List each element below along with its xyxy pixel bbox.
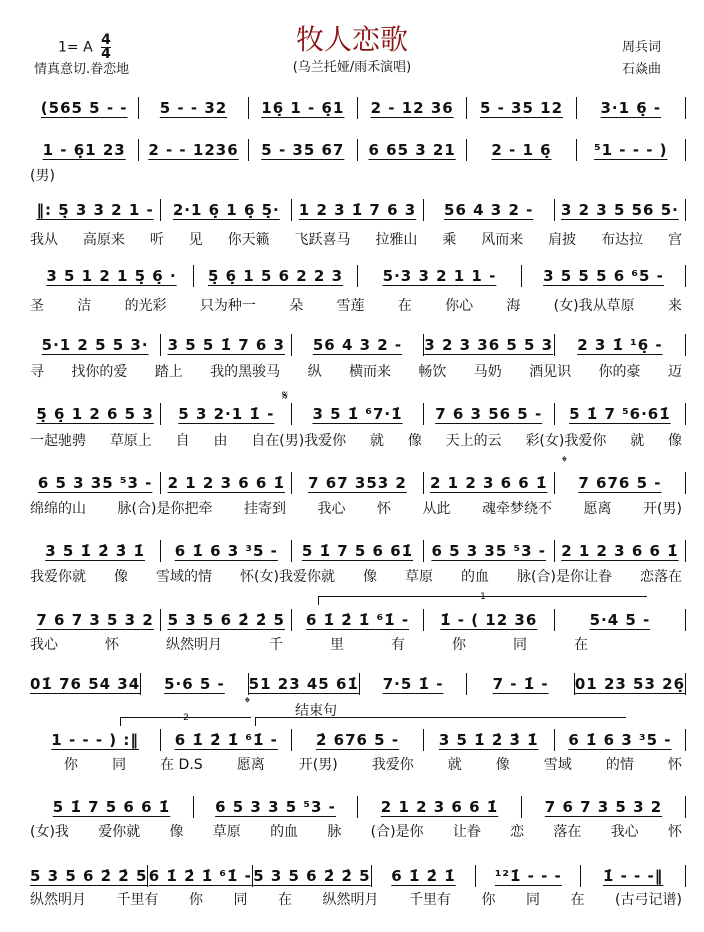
bar-line [685,472,686,494]
bar-line [685,403,686,425]
lyric: 肩披 [548,232,577,248]
lyric: 怀 [105,637,119,653]
measure: 2 1 2 3 6 6 1̇ [167,474,285,492]
lyric: 你的豪 [598,364,641,380]
lyric: 我的黑骏马 [210,364,281,380]
lyric: 草原 [405,569,434,585]
lyric: 愿离 [583,501,612,517]
notation-row [30,199,686,221]
lyric: 草原 [212,824,241,840]
measure: 3 5 1̇ 2̇ 3̇ 1̇ [438,731,539,749]
measure: 56 4 3 2 - [444,201,534,219]
measure: 1̇ - ( 12 36 [440,611,538,629]
bar-line [685,334,686,356]
measure: 7 67 353 2 [308,474,407,492]
lyrics-row [30,229,682,249]
lyric: 海 [506,298,521,314]
measure: 5 1̇ 7 5 6 61̇ [301,542,414,560]
key-signature [58,34,111,61]
lyric: 你心 [445,298,474,314]
measure: 3 5 1 2 1 5̣ 6̣ · [46,267,177,285]
lyrics-row [30,821,682,841]
lyric: 怀 [667,757,682,773]
lyric: 在 [397,298,412,314]
bar-line [685,865,686,887]
lyric: 爱你就 [98,824,141,840]
measure: 6 5 3 35 ⁵3 - [431,542,546,560]
lyric: 纵然明月 [322,892,379,908]
lyric: 找你的爱 [71,364,128,380]
lyric: 绵绵的山 [30,501,86,517]
lyric: 听 [149,232,164,248]
measure: 5 3 5 6 2̇ 2̇ 5 [167,611,285,629]
measure: 5 3 5 6 2̇ 2̇ 5 [30,867,148,885]
bar-line [685,729,686,751]
measure: 6 5 3 35 ⁵3 - [37,474,153,492]
lyric: 我爱你 [371,757,414,773]
ending-label: 结束句 [295,703,337,719]
volta-1-label: 1 [480,592,486,602]
lyric: 恋 [510,824,525,840]
lyric: 怀 [667,824,682,840]
measure: 2·1 6̣ 1 6̣ 5̣· [172,201,280,219]
measure: 6 1̇ 2̇ 1̇ ⁶1̇ - [148,867,252,885]
measure: 51 23 45 61̇ [248,675,359,693]
lyrics-row [30,295,682,315]
lyric: 酒见识 [529,364,572,380]
lyric: 愿离 [236,757,265,773]
measure: 1 - - - ) :‖ [51,731,139,749]
measure: 1 2 3 1̇ 7 6 3 [298,201,417,219]
measure: 3 2 3 36 5 5 3 [424,336,554,354]
notation-row [30,97,686,119]
lyric: 你 [452,637,466,653]
lyric: 的血 [461,569,490,585]
bar-line [685,199,686,221]
lyric: 风而来 [481,232,524,248]
measure: 3·1 6̣ - [600,99,662,117]
lyric: (女)我从草原 [553,298,635,314]
measure: 5 - - 32 [159,99,228,117]
measure: 6 1̇ 2̇ 1̇ ⁶1̇ - [174,731,278,749]
lyric: 像 [495,757,510,773]
lyrics-row [30,430,682,450]
measure: 6 1̇ 6 3 ³5 - [174,542,278,560]
lyric: 在 [574,637,588,653]
time-bottom: 4 [101,46,111,62]
lyric: 就 [630,433,645,449]
lyric: 你 [189,892,203,908]
bar-line [685,673,686,695]
performers: (乌兰托娅/雨禾演唱) [292,60,412,75]
lyric: 自 [175,433,190,449]
measure: 2 1 2 3 6 6 1̇ [430,474,548,492]
lyric: 纵 [307,364,322,380]
lyric: 恋落在 [640,569,682,585]
measure: (565 5 - - [40,99,128,117]
lyric: 像 [668,433,682,449]
notation-row [30,139,686,161]
lyric: 像 [363,569,377,585]
measure: 6 1̇ 6 3 ³5 - [568,731,672,749]
measure: 5·6 5 - [164,675,225,693]
lyric: 高原来 [82,232,125,248]
bar-line [685,609,686,631]
measure: 3 5 5 5 6 ⁶5 - [543,267,664,285]
measure: 3 5 1̇ ⁶7·1̇ [312,405,403,423]
lyric: 怀(女)我爱你就 [240,569,335,585]
lyric: (合)是你 [370,824,424,840]
lyric: 就 [370,433,384,449]
lyric: 你天籁 [227,232,270,248]
lyric: 在 [570,892,585,908]
lyric: 天上的云 [445,433,502,449]
lyric: 怀 [377,501,391,517]
lyric: 朵 [289,298,304,314]
lyric: 踏上 [154,364,183,380]
lyric: 在 [278,892,292,908]
lyric: 一起驰骋 [30,433,86,449]
lyric: 落在 [553,824,582,840]
coda-mark-2: 𝄌 [245,695,250,711]
expression-mark: 情真意切.眷恋地 [34,62,130,77]
notation-row [30,796,686,818]
measure: 01̇ 76 54 34 [30,675,141,693]
measure: 7 6 3 56 5 - [435,405,543,423]
volta-1 [318,592,647,605]
measure: 01 23 53 26̣ [574,675,686,693]
measure: 3 5 5 1̇ 7 6 3 [167,336,285,354]
lyric: 彩(女)我爱你 [525,433,607,449]
measure: 3 2 3 5 56 5· [560,201,679,219]
measure: 5 1̇ 7 5 6 6 1̇ [52,798,171,816]
lyric: 脉(合)是你把牵 [117,501,213,517]
lyric: (古弓记谱) [615,892,682,908]
lyric: 像 [169,824,184,840]
lyric: 像 [114,569,129,585]
notation-row [30,265,686,287]
lyric: 自在(男)我爱你 [251,433,347,449]
time-top: 4 [101,32,111,48]
measure: ¹²1̇ - - - [494,867,562,885]
lyric: 寻 [30,364,44,380]
coda-mark: 𝄌 [562,454,567,470]
lyric: 布达拉 [601,232,644,248]
lyric: 同 [526,892,540,908]
lyrics-row [30,566,682,586]
measure: 5 1̇ 7 ⁵6·61̇ [569,405,671,423]
bar-line [685,139,686,161]
composer: 石焱曲 [622,62,662,77]
lyric: 见 [188,232,203,248]
lyric: 同 [513,637,527,653]
measure: 6 1̇ 2̇ 1̇ [391,867,456,885]
notation-row [30,403,686,425]
lyrics-row [30,889,682,909]
measure: 2 - - 1236 [148,141,239,159]
measure: 2 1 2 3 6 6 1̇ [380,798,499,816]
measure: 5·4 5 - [589,611,651,629]
notation-row [30,609,686,631]
lyric: 千 [269,637,283,653]
lyric: 我心 [610,824,639,840]
lyric: 千里有 [409,892,451,908]
measure: 7 6 7 3 5 3 2 [544,798,663,816]
measure: 2 3 1̇ ¹6̣ - [577,336,663,354]
measure: 5 3 2·1 1̇ - [178,405,275,423]
bar-line [685,540,686,562]
lyric: 拉雅山 [375,232,418,248]
lyric: 畅饮 [418,364,447,380]
lyric: 的情 [605,757,634,773]
lyric: 只为种一 [199,298,256,314]
measure: 16̣ 1 - 6̣1 [261,99,345,117]
measure: 5·1 2 5 5 3· [41,336,149,354]
lyric: 同 [233,892,248,908]
lyric: 纵然明月 [166,637,222,653]
lyric: 纵然明月 [30,892,86,908]
lyric: 洁 [77,298,92,314]
notation-row [30,472,686,494]
lyric: 马奶 [473,364,502,380]
lyric: 就 [447,757,462,773]
lyricist: 周兵词 [622,40,662,55]
lyric: 从此 [422,501,451,517]
lyric: 开(男) [298,757,338,773]
measure: 6 1̇ 2̇ 1̇ ⁶1̇ - [305,611,410,629]
notation-row [30,729,686,751]
measure: 5·3 3 2 1 1 - [382,267,497,285]
lyric: 有 [391,637,405,653]
lyric: 的光彩 [124,298,167,314]
lyric: 圣 [30,298,44,314]
lyric: 同 [112,757,127,773]
measure: 6 5 3 3 5 ⁵3 - [215,798,336,816]
measure: 5̣ 6̣ 1 5 6 2 2 3 [207,267,344,285]
lyric: 里 [330,637,344,653]
lyric: 让眷 [452,824,481,840]
measure: 2 - 12 36 [370,99,454,117]
time-signature [101,34,111,61]
lyric: 我心 [317,501,346,517]
lyric: 我爱你就 [30,569,86,585]
measure: 5 - 35 12 [479,99,564,117]
notation-row [30,673,686,695]
measure: 2̇ 676 5 - [315,731,400,749]
lyrics-row [30,754,682,774]
lyric: 挂寄到 [243,501,286,517]
notation-row [30,540,686,562]
lyric: 由 [213,433,228,449]
lyric: 雪域的情 [156,569,213,585]
measure: 1 - 6̣1 23 [42,141,126,159]
lyric: (男) [30,168,55,184]
lyric: 乘 [442,232,457,248]
segno-mark: 𝄋 [282,388,289,404]
lyric: 雪域 [543,757,572,773]
lyric: 草原上 [109,433,152,449]
volta-2-label: 2 [183,713,189,723]
measure: 5 3 5 6 2̇ 2̇ 5 [253,867,371,885]
lyric: (女)我 [30,824,69,840]
measure: 2 1 2 3 6 6 1̇ [561,542,679,560]
measure: 7 6 7 3 5 3 2 [36,611,154,629]
lyrics-row [30,498,682,518]
lyric: 你 [481,892,496,908]
measure: 7 - 1̇ - [492,675,549,693]
key: 1= A [58,39,93,56]
lyric: 来 [667,298,682,314]
measure: 3 5 1̇ 2̇ 3̇ 1̇ [45,542,145,560]
lyric: 开(男) [643,501,682,517]
lyric: 在 D.S [160,757,203,773]
bar-line [685,796,686,818]
measure: 7·5 1̇ - [382,675,444,693]
lyric: 迈 [667,364,682,380]
notation-row [30,334,686,356]
lyric: 我心 [30,637,58,653]
lyric: 的血 [270,824,299,840]
lyric: 宫 [667,232,682,248]
measure: 7 676 5 - [578,474,662,492]
lyric: 雪莲 [336,298,365,314]
lyric: 脉(合)是你让眷 [517,569,612,585]
lyrics-row [30,361,682,381]
bar-line [685,97,686,119]
lyric: 脉 [327,824,342,840]
lyric: 千里有 [116,892,159,908]
notation-row [30,865,686,887]
lyrics-row [30,165,682,185]
measure: 2 - 1 6̣ [491,141,552,159]
lyric: 你 [64,757,79,773]
measure: 6 65 3 21 [368,141,456,159]
lyric: 横而来 [348,364,391,380]
lyric: 飞跃喜马 [294,232,351,248]
measure: 5 - 35 67 [261,141,345,159]
measure: 56 4 3 2 - [312,336,403,354]
ending-bracket [255,717,626,726]
volta-2 [120,713,251,726]
measure: ‖: 5̣ 3 3 2 1 - [36,201,154,219]
bar-line [685,265,686,287]
measure: 5̣ 6̣ 1 2 6 5 3 [36,405,154,423]
lyric: 像 [407,433,422,449]
lyric: 魂牵梦绕不 [482,501,553,517]
song-title: 牧人恋歌 [295,23,408,56]
lyric: 我从 [30,232,58,248]
lyrics-row [30,634,682,654]
measure: 1̇ - - -‖ [602,867,664,885]
measure: ⁵1 - - - ) [594,141,668,159]
